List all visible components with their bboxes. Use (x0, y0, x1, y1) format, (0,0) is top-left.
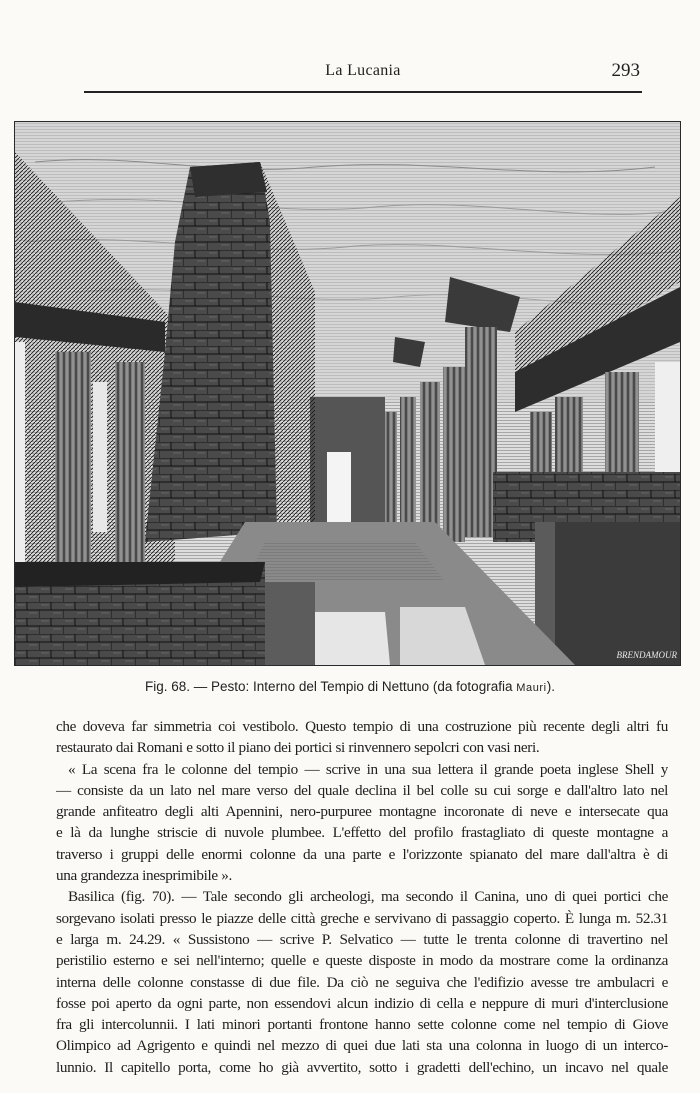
text-line: Olimpico ad Agrigento e quindi nel mezzo di quei due lati sta una colonna in luogo di un interco- (56, 1037, 668, 1055)
text-line: fra gli intercolunnii. I lati minori portanti frontone hanno sette colonne come nel tempio di Giove (56, 1016, 668, 1034)
caption-credit: Mauri (516, 682, 547, 694)
text-line: interna delle colonne constasse di due file. Da ciò ne seguiva che l'edifizio avesse tre ambulacri e (56, 973, 668, 991)
body-text (56, 716, 668, 1078)
page-number: 293 (611, 60, 640, 81)
text-line: — consiste da un lato nel mare verso del quale declina il bel colle su cui sorge e dall'altro lato nel (56, 781, 668, 799)
caption-text: Fig. 68. — Pesto: Interno del Tempio di Nettuno (da fotografia (145, 679, 517, 694)
figure-caption (0, 679, 700, 694)
text-line: restaurato dai Romani e sotto il piano dei portici si rinvennero sepolcri con vasi neri. (56, 739, 540, 757)
text-line: Basilica (fig. 70). — Tale secondo gli archeologi, ma secondo il Canina, uno di quei portici che (68, 888, 668, 906)
caption-end: ). (546, 679, 555, 694)
text-line: una grandezza inesprimibile ». (56, 867, 232, 885)
temple-engraving (14, 121, 681, 666)
page-header (84, 62, 642, 88)
text-line: sorgevano isolati presso le piazze delle città greche e servivano di passaggio coperto. È lunga m. 52.31 (56, 909, 668, 927)
text-line: peristilio esterno e sei nell'interno; quelle e queste disposte in modo da mostrare come la ordinanza (56, 952, 668, 970)
text-line: « La scena fra le colonne del tempio — scrive in una sua lettera il grande poeta inglese Shell y (68, 760, 668, 778)
text-line: che doveva far simmetria coi vestibolo. Questo tempio di una costruzione più recente degli altri fu (56, 718, 668, 735)
text-line: e là da lunghe striscie di nuvole plumbee. L'effetto del profilo frastagliato di queste montagne a (56, 824, 668, 842)
header-rule (84, 91, 642, 93)
engraver-signature: BRENDAMOUR (616, 650, 677, 660)
text-line: e larga m. 24.29. « Sussistono — scrive P. Selvatico — tutte le trenta colonne di travertino nel (56, 930, 668, 948)
text-line: grande anfiteatro degli alti Apennini, nero-purpuree montagne incoronate di neve e intersecate qua (56, 803, 668, 821)
temple-interior-illustration (15, 122, 680, 665)
running-title: La Lucania (325, 62, 401, 79)
text-line: lunnio. Il capitello porta, come ho già avvertito, sotto i gradetti dell'echino, un incavo nel quale (56, 1058, 668, 1076)
text-line: fosse poi aperto da ogni parte, non essendovi alcun indizio di cella e neppure di muri d'interclusione (56, 994, 668, 1012)
text-line: traverso i gruppi delle enormi colonne da una parte e l'orizzonte spianato del mare dall'altra è di (56, 845, 668, 863)
